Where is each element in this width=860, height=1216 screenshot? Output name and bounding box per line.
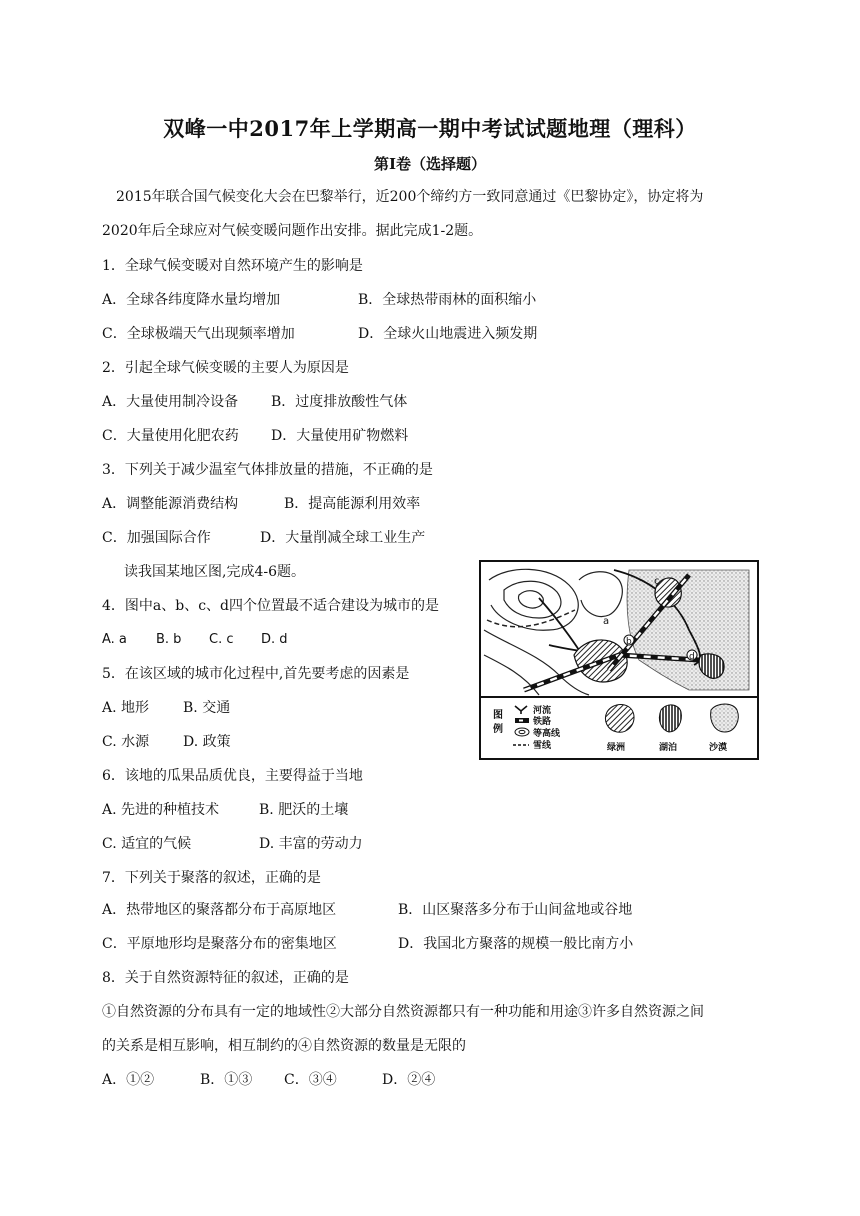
question-1-option-d: D．全球火山地震进入频发期 [358,326,538,342]
question-5-option-a: A. 地形 [102,700,150,716]
section-heading: 第Ⅰ卷（选择题） [373,155,487,173]
question-1-option-c: C．全球极端天气出现频率增加 [102,326,295,342]
question-5-stem: 5．在该区域的城市化过程中,首先要考虑的因素是 [102,666,410,682]
question-2-option-c: C．大量使用化肥农药 [102,428,239,444]
question-6-option-b: B. 肥沃的土壤 [259,802,349,818]
question-6-option-a: A. 先进的种植技术 [102,802,220,818]
legend-title-2: 例 [493,724,503,735]
question-8-statements-line-2: 的关系是相互影响，相互制约的④自然资源的数量是无限的 [102,1038,466,1054]
region-map-figure [479,560,759,760]
intro-line-2: 2020年后全球应对气候变暖问题作出安排。据此完成1-2题。 [102,223,483,239]
question-3-option-b: B．提高能源利用效率 [284,496,421,512]
question-4-stem: 4．图中a、b、c、d四个位置最不适合建设为城市的是 [102,598,440,614]
map-intro: 读我国某地区图,完成4-6题。 [124,564,305,580]
legend-lake-label: 湖泊 [659,743,678,753]
question-7-option-d: D．我国北方聚落的规模一般比南方小 [398,936,634,952]
question-4-option-d: D. d [261,632,288,647]
question-8-stem: 8．关于自然资源特征的叙述，正确的是 [102,970,349,986]
question-5-option-c: C. 水源 [102,734,150,750]
legend-title-1: 图 [493,710,503,721]
intro-line-1: 2015年联合国气候变化大会在巴黎举行，近200个缔约方一致同意通过《巴黎协定》，协定将为 [116,189,704,205]
question-8-option-b: B．①③ [200,1072,253,1088]
legend-contour-label: 等高线 [533,729,561,739]
question-3-option-c: C．加强国际合作 [102,530,211,546]
question-1-option-a: A．全球各纬度降水量均增加 [102,292,281,308]
question-4-option-c: C. c [209,632,234,647]
question-7-option-a: A．热带地区的聚落都分布于高原地区 [102,902,337,918]
question-8-option-d: D．②④ [382,1072,436,1088]
map-label-d: d [689,652,695,662]
question-1-option-b: B．全球热带雨林的面积缩小 [358,292,537,308]
question-3-stem: 3．下列关于减少温室气体排放量的措施，不正确的是 [102,462,433,478]
question-5-option-d: D. 政策 [183,734,231,750]
legend-snowline-label: 雪线 [533,741,552,751]
question-2-option-d: D．大量使用矿物燃料 [271,428,409,444]
question-2-option-a: A．大量使用制冷设备 [102,394,239,410]
question-3-option-a: A．调整能源消费结构 [102,496,239,512]
legend-oasis-label: 绿洲 [607,743,626,753]
question-8-option-a: A．①② [102,1072,155,1088]
question-2-option-b: B．过度排放酸性气体 [271,394,408,410]
map-label-c: c [654,576,660,587]
map-label-a: a [603,616,610,627]
page-title: 双峰一中2017年上学期高一期中考试试题地理（理科） [163,116,697,141]
question-6-option-c: C. 适宜的气候 [102,836,192,852]
legend-desert-label: 沙漠 [709,743,728,753]
map-label-b: b [626,637,632,647]
question-7-stem: 7．下列关于聚落的叙述，正确的是 [102,870,321,886]
question-1-stem: 1．全球气候变暖对自然环境产生的影响是 [102,258,363,274]
legend-river-label: 河流 [533,706,552,716]
question-8-statements-line-1: ①自然资源的分布具有一定的地域性②大部分自然资源都只有一种功能和用途③许多自然资源之间 [102,1004,704,1020]
question-6-stem: 6．该地的瓜果品质优良，主要得益于当地 [102,768,363,784]
question-6-option-d: D. 丰富的劳动力 [259,836,363,852]
question-3-option-d: D．大量削减全球工业生产 [260,530,426,546]
question-5-option-b: B. 交通 [183,700,231,716]
question-4-option-a: A. a [102,632,127,647]
question-2-stem: 2．引起全球气候变暖的主要人为原因是 [102,360,349,376]
question-7-option-b: B．山区聚落多分布于山间盆地或谷地 [398,902,633,918]
question-7-option-c: C．平原地形均是聚落分布的密集地区 [102,936,337,952]
question-4-option-b: B. b [156,632,182,647]
question-8-option-c: C．③④ [284,1072,337,1088]
legend-railway-label: 铁路 [533,717,552,727]
